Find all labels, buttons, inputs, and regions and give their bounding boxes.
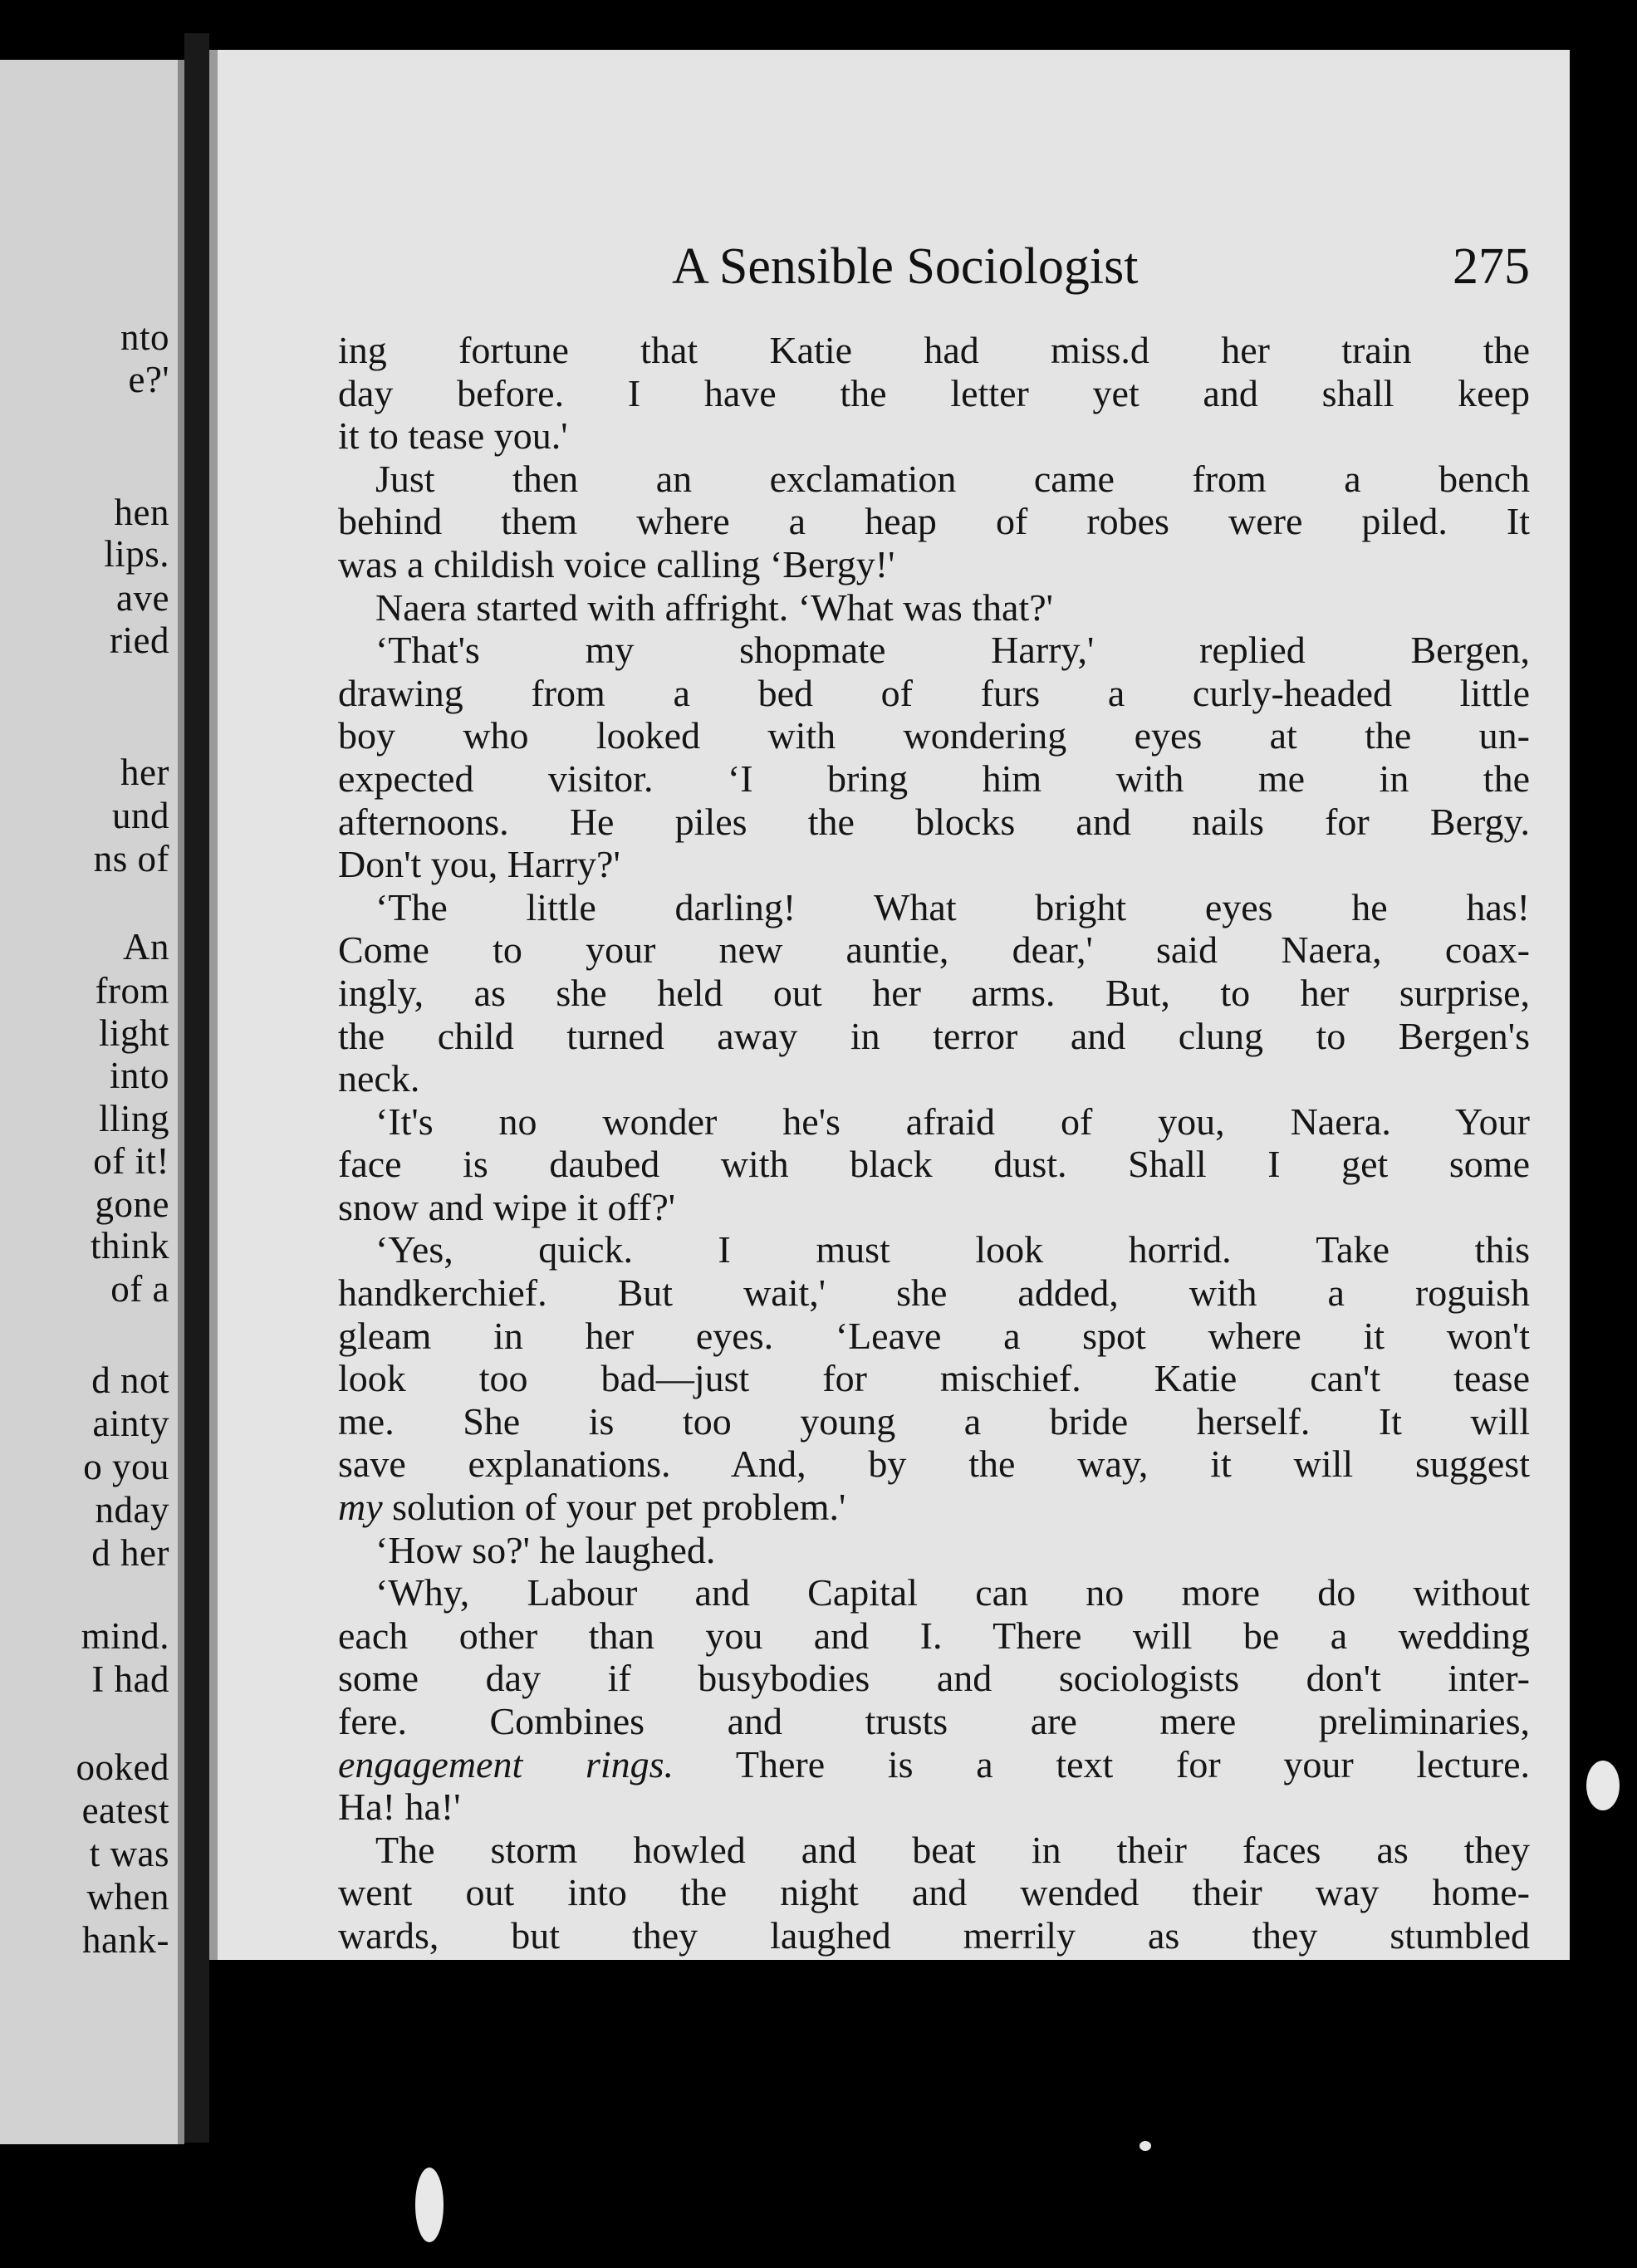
text-line bbox=[338, 928, 1530, 972]
line-text: day before. I have the letter yet and shall keep bbox=[338, 371, 1530, 414]
text-line bbox=[338, 1614, 1530, 1658]
previous-page-line: An bbox=[123, 926, 169, 967]
previous-page-line: ried bbox=[110, 620, 169, 661]
text-line bbox=[338, 843, 1530, 886]
line-text: ‘Why, Labour and Capital can no more do without bbox=[375, 1571, 1530, 1614]
line-text: Come to your new auntie, dear,' said Naera, coax- bbox=[338, 928, 1530, 972]
previous-page-line: light bbox=[98, 1012, 169, 1054]
line-text: was a childish voice calling ‘Bergy!' bbox=[338, 542, 895, 585]
text-line bbox=[338, 972, 1530, 1015]
text-line bbox=[338, 1743, 1530, 1786]
scan-speck bbox=[415, 2168, 444, 2242]
line-text: behind them where a heap of robes were piled. It bbox=[338, 500, 1530, 543]
text-line bbox=[338, 757, 1530, 801]
previous-page-line: hen bbox=[114, 492, 169, 533]
line-text: went out into the night and wended their way home- bbox=[338, 1871, 1530, 1914]
book-gutter bbox=[184, 33, 209, 2143]
previous-page-edge bbox=[0, 60, 184, 2144]
running-head bbox=[338, 238, 1530, 296]
page-binding-shadow bbox=[209, 50, 218, 1960]
line-text: it to tease you.' bbox=[338, 414, 568, 458]
text-line bbox=[338, 372, 1530, 415]
line-text: look too bad—just for mischief. Katie can't tease bbox=[338, 1357, 1530, 1400]
previous-page-line: nday bbox=[95, 1489, 169, 1531]
line-text: ingly, as she held out her arms. But, to her surprise, bbox=[338, 971, 1530, 1014]
line-text: snow and wipe it off?' bbox=[338, 1185, 676, 1228]
text-line bbox=[338, 629, 1530, 672]
running-title: A Sensible Sociologist bbox=[672, 238, 1139, 295]
line-text: There is a text for your lecture. bbox=[674, 1742, 1530, 1785]
previous-page-line: t was bbox=[89, 1833, 169, 1874]
text-line bbox=[338, 1785, 1530, 1829]
previous-page-line: hank- bbox=[82, 1919, 169, 1961]
line-text: gleam in her eyes. ‘Leave a spot where it won't bbox=[338, 1314, 1530, 1357]
line-text: handkerchief. But wait,' she added, with a roguish bbox=[338, 1271, 1530, 1315]
text-line bbox=[338, 458, 1530, 501]
line-text: boy who looked with wondering eyes at the un- bbox=[338, 714, 1530, 757]
line-text: expected visitor. ‘I bring him with me in the bbox=[338, 757, 1530, 800]
text-line bbox=[338, 801, 1530, 844]
text-line bbox=[338, 886, 1530, 929]
previous-page-line: of it! bbox=[93, 1140, 169, 1182]
text-line bbox=[338, 1143, 1530, 1186]
line-text: drawing from a bed of furs a curly-headed little bbox=[338, 671, 1530, 714]
line-text: Naera started with affright. ‘What was that?' bbox=[375, 585, 1053, 629]
previous-page-line: gone bbox=[95, 1183, 169, 1225]
previous-page-line: nto bbox=[120, 316, 169, 358]
text-line bbox=[338, 714, 1530, 757]
line-text: wards, but they laughed merrily as they stumbled bbox=[338, 1913, 1530, 1957]
line-text: each other than you and I. There will be a wedding bbox=[338, 1614, 1530, 1657]
line-text: ‘Yes, quick. I must look horrid. Take this bbox=[375, 1228, 1530, 1271]
previous-page-line: when bbox=[86, 1876, 169, 1918]
text-line bbox=[338, 414, 1530, 458]
text-line bbox=[338, 1486, 1530, 1529]
line-text: Just then an exclamation came from a bench bbox=[375, 457, 1530, 500]
previous-page-line: eatest bbox=[81, 1790, 169, 1831]
previous-page-line: e?' bbox=[128, 359, 169, 400]
line-text: The storm howled and beat in their faces as they bbox=[375, 1828, 1530, 1871]
text-line bbox=[338, 1271, 1530, 1315]
text-line bbox=[338, 586, 1530, 629]
line-text: ing fortune that Katie had miss.d her train the bbox=[338, 329, 1530, 371]
text-line bbox=[338, 1443, 1530, 1486]
line-text: afternoons. He piles the blocks and nails for Bergy. bbox=[338, 800, 1530, 843]
text-line bbox=[338, 1400, 1530, 1443]
previous-page-line: from bbox=[95, 970, 169, 1012]
previous-page-line: lips. bbox=[104, 533, 169, 575]
text-line bbox=[338, 1228, 1530, 1271]
line-text: some day if busybodies and sociologists don't inter- bbox=[338, 1657, 1530, 1700]
text-line bbox=[338, 1871, 1530, 1914]
text-line bbox=[338, 1015, 1530, 1058]
line-text: ‘That's my shopmate Harry,' replied Bergen, bbox=[375, 629, 1530, 672]
line-text: solution of your pet problem.' bbox=[382, 1486, 846, 1529]
text-line bbox=[338, 1186, 1530, 1229]
line-text: Ha! ha!' bbox=[338, 1785, 461, 1829]
previous-page-line: mind. bbox=[81, 1615, 169, 1657]
previous-page-line: into bbox=[109, 1055, 169, 1096]
previous-page-line: d her bbox=[91, 1532, 169, 1574]
italic-phrase: my bbox=[338, 1486, 383, 1529]
line-text: Don't you, Harry?' bbox=[338, 843, 620, 886]
line-text: ‘It's no wonder he's afraid of you, Naera. Your bbox=[375, 1100, 1530, 1143]
previous-page-line: ns of bbox=[93, 838, 169, 879]
scan-speck bbox=[1140, 2141, 1151, 2151]
text-line bbox=[338, 500, 1530, 543]
previous-page-line: ave bbox=[116, 577, 169, 619]
text-line bbox=[338, 1700, 1530, 1743]
previous-page-line: lling bbox=[98, 1098, 169, 1139]
page-edge-shadow bbox=[178, 60, 184, 2144]
previous-page-line: think bbox=[90, 1225, 169, 1266]
previous-page-line: d not bbox=[91, 1359, 169, 1401]
line-text: ‘The little darling! What bright eyes he has! bbox=[375, 885, 1530, 928]
previous-page-line: ainty bbox=[92, 1403, 169, 1444]
text-line bbox=[338, 1657, 1530, 1700]
text-line bbox=[338, 672, 1530, 715]
text-line bbox=[338, 1057, 1530, 1100]
text-line bbox=[338, 1357, 1530, 1400]
previous-page-line: I had bbox=[91, 1658, 169, 1700]
text-line bbox=[338, 329, 1530, 372]
previous-page-line: of a bbox=[110, 1268, 169, 1310]
line-text: fere. Combines and trusts are mere preliminaries, bbox=[338, 1700, 1530, 1742]
previous-page-line: o you bbox=[83, 1446, 169, 1487]
text-line bbox=[338, 1529, 1530, 1572]
line-text: neck. bbox=[338, 1057, 420, 1100]
italic-phrase: engagement rings. bbox=[338, 1742, 674, 1785]
page-number: 275 bbox=[1453, 238, 1530, 295]
line-text: the child turned away in terror and clung to Bergen's bbox=[338, 1014, 1530, 1057]
text-line bbox=[338, 1914, 1530, 1957]
line-text: me. She is too young a bride herself. It will bbox=[338, 1399, 1530, 1443]
body-text bbox=[338, 329, 1530, 1957]
previous-page-line: und bbox=[112, 795, 169, 836]
book-page bbox=[209, 50, 1570, 1960]
text-line bbox=[338, 543, 1530, 586]
text-line bbox=[338, 1829, 1530, 1872]
line-text: face is daubed with black dust. Shall I get some bbox=[338, 1143, 1530, 1186]
line-text: save explanations. And, by the way, it will suggest bbox=[338, 1443, 1530, 1486]
scan-speck bbox=[1586, 1761, 1620, 1810]
text-line bbox=[338, 1571, 1530, 1614]
line-text: ‘How so?' he laughed. bbox=[375, 1528, 716, 1571]
previous-page-line: ooked bbox=[76, 1746, 169, 1788]
text-line bbox=[338, 1315, 1530, 1358]
text-line bbox=[338, 1100, 1530, 1144]
previous-page-line: her bbox=[120, 752, 169, 793]
